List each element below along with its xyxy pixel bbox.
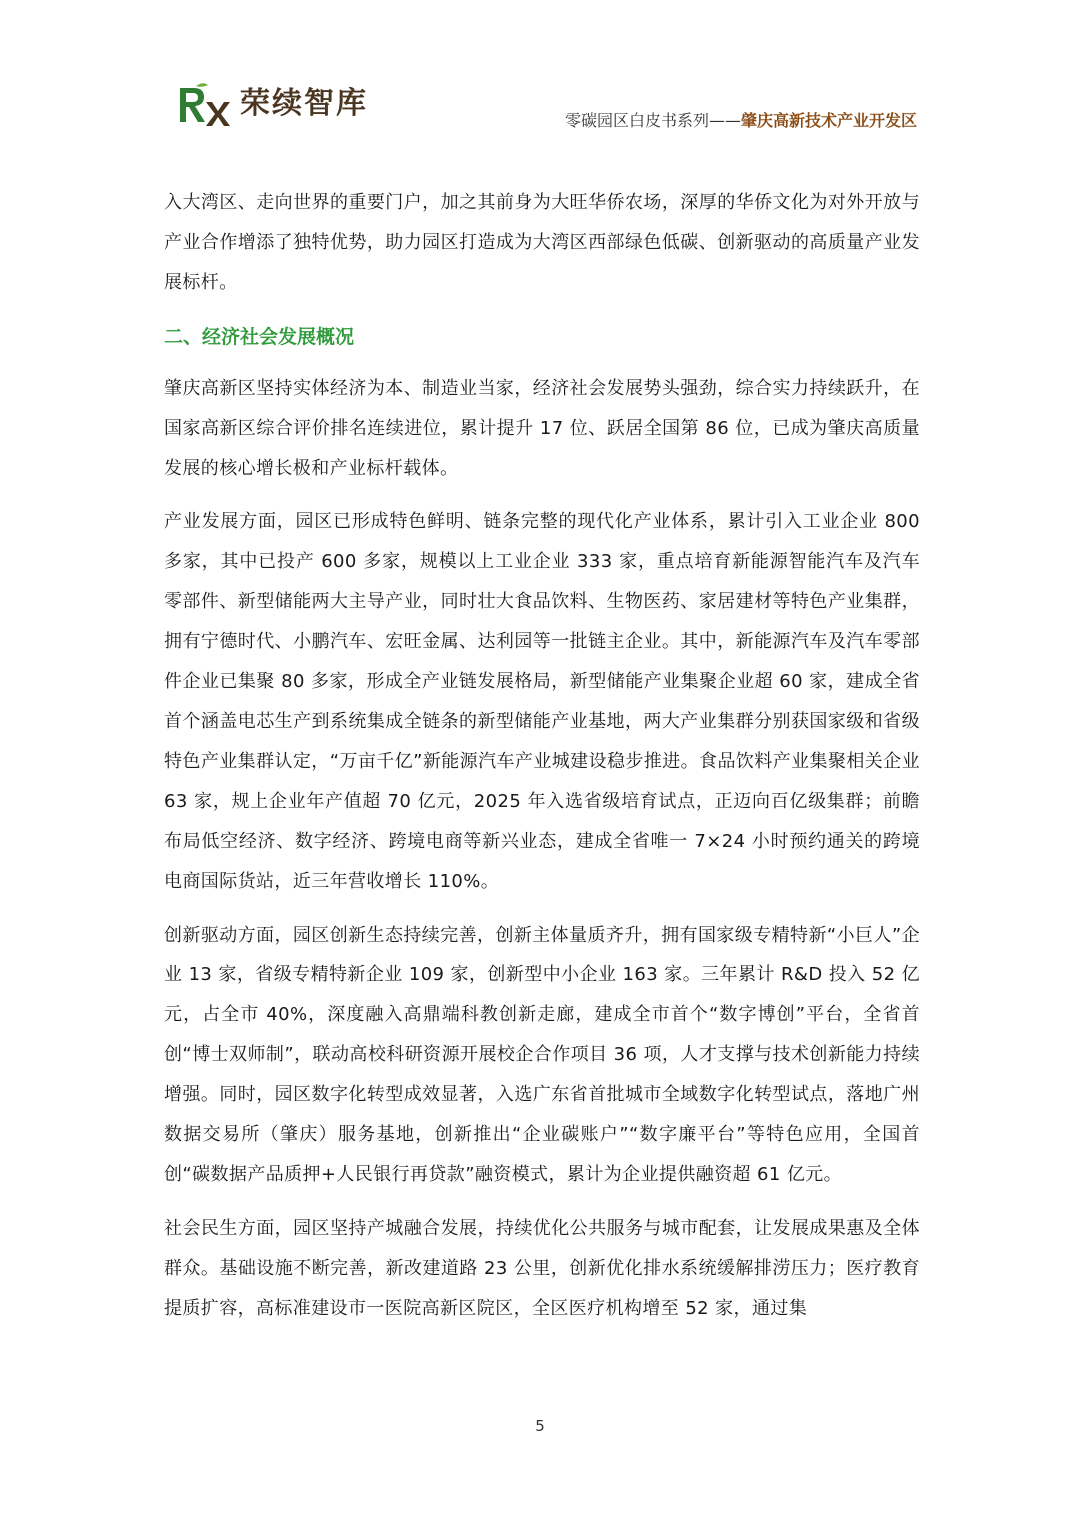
paragraph-industry: 产业发展方面，园区已形成特色鲜明、链条完整的现代化产业体系，累计引入工业企业 800 多家，其中已投产 600 多家，规模以上工业企业 333 家，重点培育新能源智能汽车及汽车零部件、新型储能两大主导产业，同时壮大食品饮料、生物医药、家居建材等特色产业集群，拥有宁德时代、小鹏汽车、宏旺金属、达利园等一批链主企业。其中，新能源汽车及汽车零部件企业已集聚 80 多家，形成全产业链发展格局，新型储能产业集聚企业超 60 家，建成全省首个涵盖电芯生产到系统集成全链条的新型储能产业基地，两大产业集群分别获国家级和省级特色产业集群认定，“万亩千亿”新能源汽车产业城建设稳步推进。食品饮料产业集聚相关企业 63 家，规上企业年产值超 70 亿元，2025 年入选省级培育试点，正迈向百亿级集群；前瞻布局低空经济、数字经济、跨境电商等新兴业态，建成全省唯一 7×24 小时预约通关的跨境电商国际货站，近三年营收增长 110%。	[164, 511, 920, 892]
series-dash: ——	[708, 111, 741, 130]
paragraph-innovation: 创新驱动方面，园区创新生态持续完善，创新主体量质齐升，拥有国家级专精特新“小巨人”企业 13 家，省级专精特新企业 109 家，创新型中小企业 163 家。三年累计 R&D 投入 52 亿元，占全市 40%，深度融入高鼎端科教创新走廊，建成全市首个“数字博创”平台，全省首创“博士双师制”，联动高校科研资源开展校企合作项目 36 项，人才支撑与技术创新能力持续增强。同时，园区数字化转型成效显著，入选广东省首批城市全域数字化转型试点，落地广州数据交易所（肇庆）服务基地，创新推出“企业碳账户”“数字廉平台”等特色应用，全国首创“碳数据产品质押+人民银行再贷款”融资模式，累计为企业提供融资超 61 亿元。	[164, 924, 920, 1185]
logo	[176, 82, 368, 126]
series-highlight: 肇庆高新技术产业开发区	[740, 111, 917, 130]
page-header	[0, 0, 1080, 150]
paragraph-livelihood: 社会民生方面，园区坚持产城融合发展，持续优化公共服务与城市配套，让发展成果惠及全体群众。基础设施不断完善，新改建道路 23 公里，创新优化排水系统缓解排涝压力；医疗教育提质扩容，高标准建设市一医院高新区院区，全区医疗机构增至 52 家，通过集	[164, 1217, 920, 1319]
logo-text: 荣续智库	[240, 86, 368, 121]
rx-logo-icon	[176, 82, 234, 126]
document-body	[164, 183, 920, 1343]
paragraph-overview: 肇庆高新区坚持实体经济为本、制造业当家，经济社会发展势头强劲，综合实力持续跃升，在国家高新区综合评价排名连续进位，累计提升 17 位、跃居全国第 86 位，已成为肇庆高质量发展的核心增长极和产业标杆载体。	[164, 377, 920, 479]
series-title	[565, 110, 917, 132]
section-heading: 二、经济社会发展概况	[164, 325, 355, 348]
intro-paragraph: 入大湾区、走向世界的重要门户，加之其前身为大旺华侨农场，深厚的华侨文化为对外开放与产业合作增添了独特优势，助力园区打造成为大湾区西部绿色低碳、创新驱动的高质量产业发展标杆。	[164, 192, 920, 293]
page-number: 5	[535, 1417, 545, 1435]
series-prefix: 零碳园区白皮书系列	[564, 111, 709, 130]
